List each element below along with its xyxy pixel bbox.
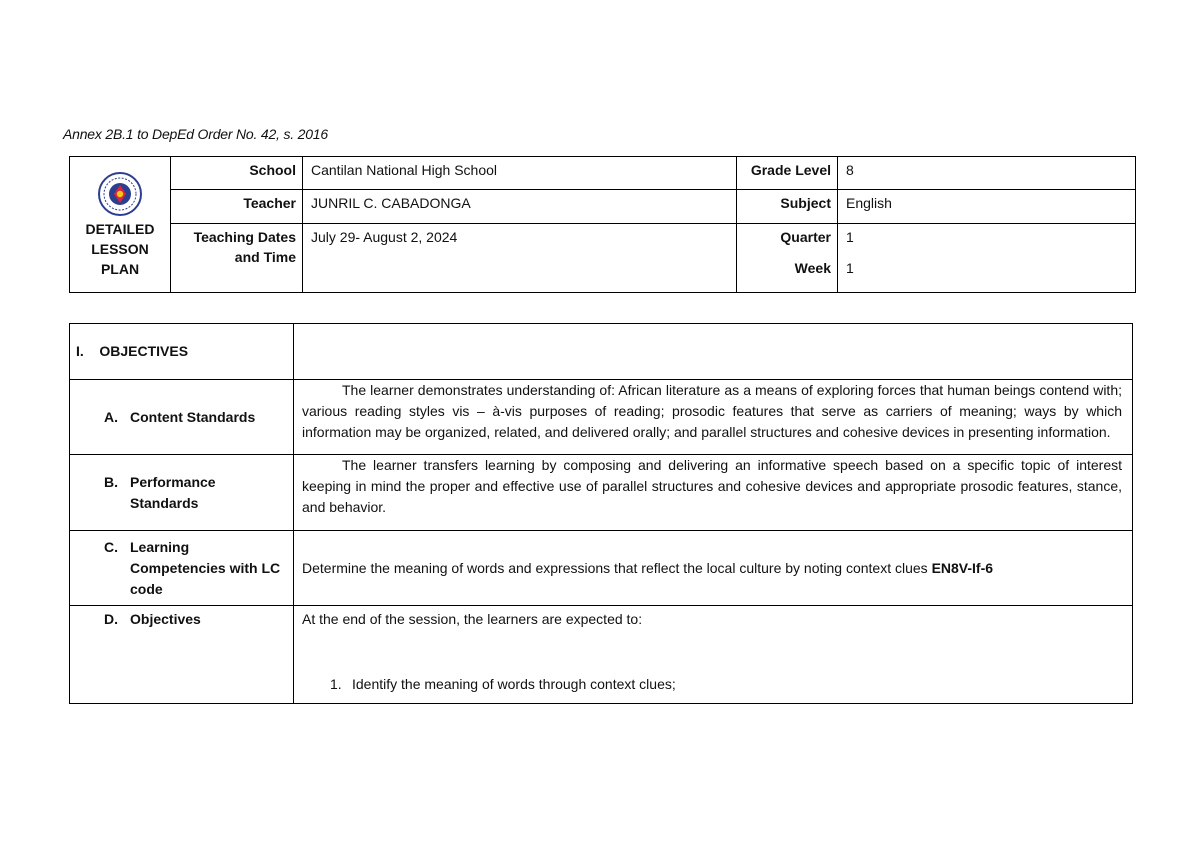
performance-standards-text: The learner transfers learning by composing and delivering an informative speech based on a specific topic of interest keeping in mind the proper and effective use of parallel structures and cohesive devices and appropriate prosodic features, stance, and behavior.: [294, 455, 1133, 531]
grade-level-value: 8: [838, 157, 1136, 190]
content-standards-label: A. Content Standards: [70, 380, 294, 455]
subject-value: English: [838, 190, 1136, 224]
lesson-header-table: [69, 156, 1136, 293]
learning-competencies-label: C. Learning Competencies with LC code: [70, 531, 294, 606]
teacher-label: Teacher: [171, 190, 303, 224]
quarter-week-labels: [737, 224, 838, 293]
performance-standards-label: B. Performance Standards: [70, 455, 294, 531]
title-line: LESSON: [91, 240, 149, 257]
objectives-table: [69, 323, 1133, 704]
objectives-intro: At the end of the session, the learners are expected to:: [302, 611, 643, 627]
teacher-value: JUNRIL C. CABADONGA: [303, 190, 737, 224]
objectives-heading-blank: [294, 324, 1133, 380]
lc-code: EN8V-If-6: [931, 559, 994, 576]
week-value: 1: [846, 260, 854, 276]
school-label: School: [171, 157, 303, 190]
objectives-text: [294, 606, 1133, 704]
objectives-label: D. Objectives: [70, 606, 294, 704]
title-line: DETAILED: [85, 220, 155, 237]
objectives-heading: I. OBJECTIVES: [70, 324, 294, 380]
annex-reference: Annex 2B.1 to DepEd Order No. 42, s. 2016: [63, 126, 328, 142]
title-line: PLAN: [100, 260, 140, 277]
list-item: 1. Identify the meaning of words through context clues;: [330, 676, 676, 692]
learning-competencies-text: Determine the meaning of words and expressions that reflect the local culture by noting context clues EN8V-If-6: [294, 531, 1133, 606]
week-label: Week: [794, 260, 831, 276]
lesson-plan-title-cell: [70, 157, 171, 293]
teaching-dates-label: Teaching Dates and Time: [171, 224, 303, 293]
school-value: Cantilan National High School: [303, 157, 737, 190]
grade-level-label: Grade Level: [737, 157, 838, 190]
quarter-label: Quarter: [780, 229, 831, 245]
subject-label: Subject: [737, 190, 838, 224]
deped-seal-icon: [97, 171, 143, 217]
content-standards-text: The learner demonstrates understanding of: African literature as a means of exploring forces that human beings contend with; various reading styles vis – à-vis purposes of reading; prosodic features that serve as carriers of meaning; ways by which information may be organized, related, and delivered orally; and parallel structures and cohesive devices in presenting information.: [294, 380, 1133, 455]
teaching-dates-value: July 29- August 2, 2024: [303, 224, 737, 293]
quarter-week-values: [838, 224, 1136, 293]
quarter-value: 1: [846, 229, 854, 245]
